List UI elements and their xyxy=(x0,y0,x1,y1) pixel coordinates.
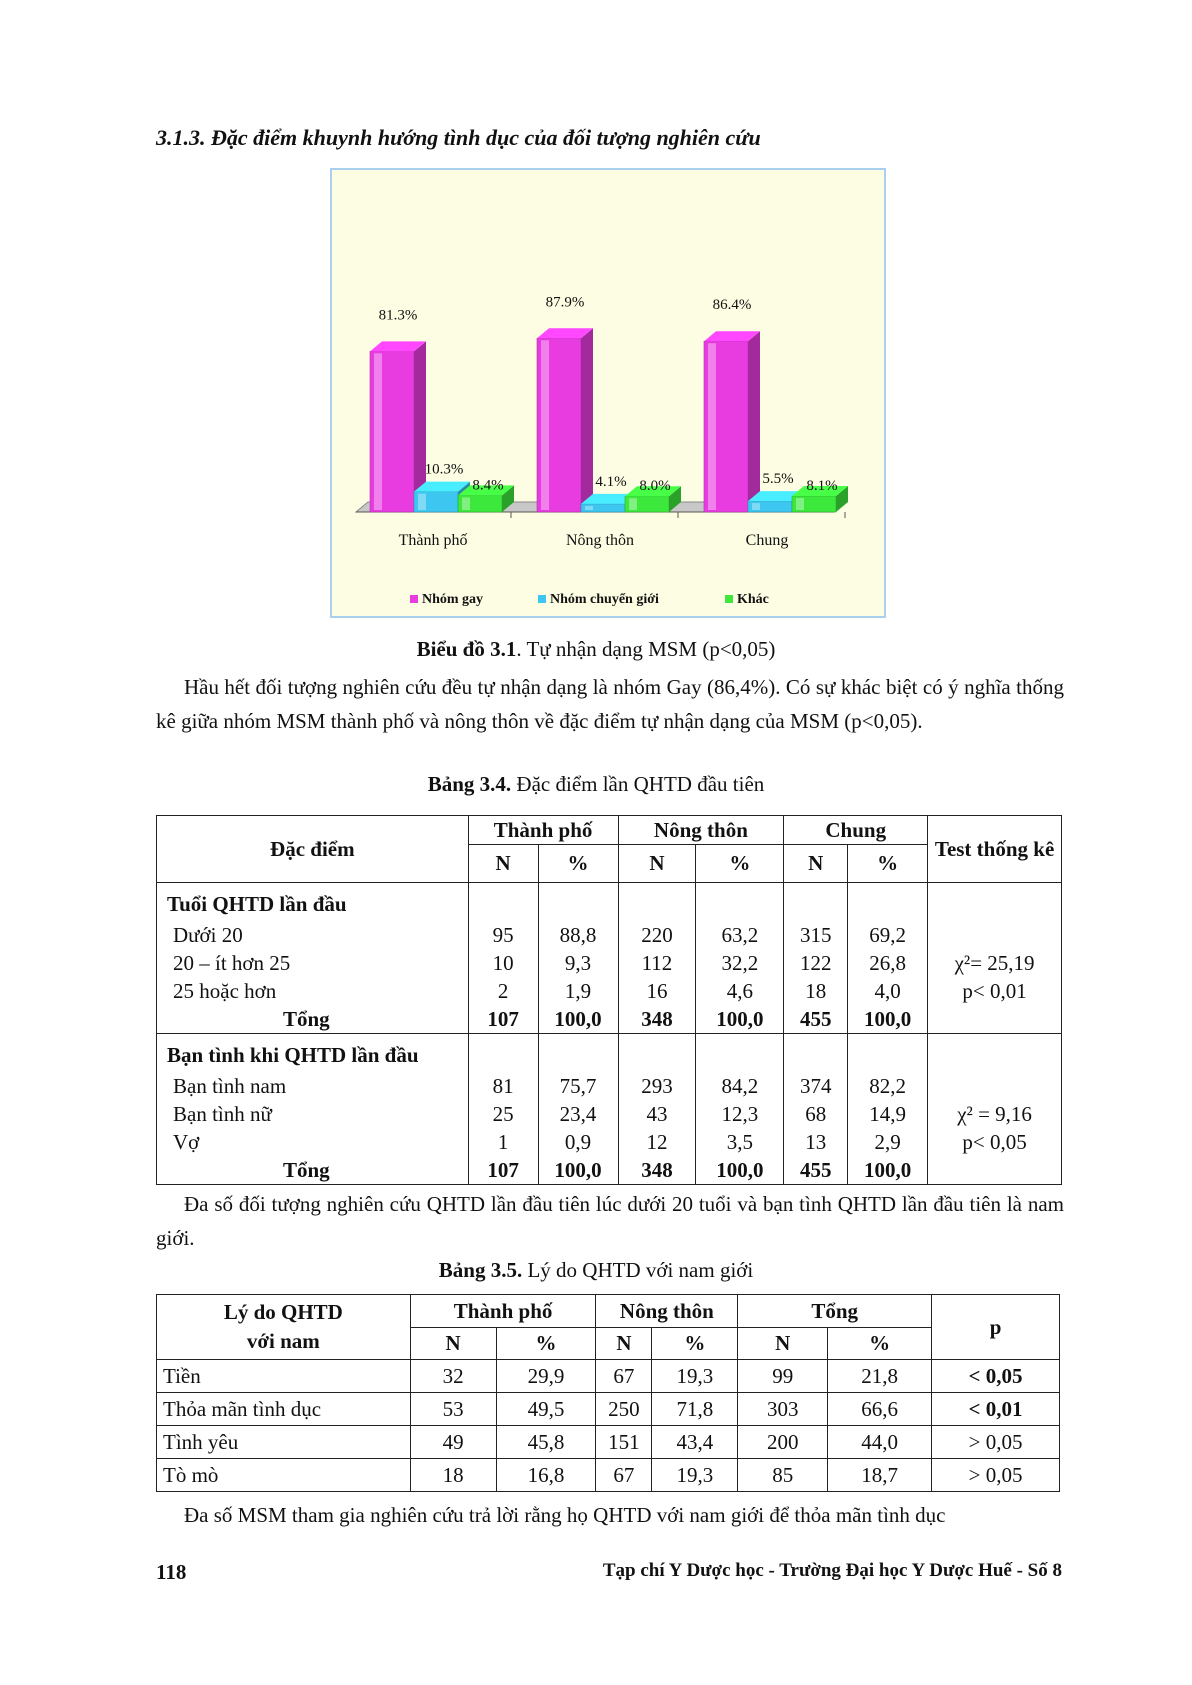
table-3-4-total-value: 107 xyxy=(487,1007,519,1031)
table-3-4-test-p: p< 0,05 xyxy=(962,1130,1027,1154)
table-3-4-total-label: Tổng xyxy=(283,1158,330,1182)
bar-highlight xyxy=(418,494,426,510)
table-3-4-head-n: N xyxy=(618,845,696,883)
data-label: 87.9% xyxy=(545,294,585,311)
table-3-4-value: 13 xyxy=(805,1130,827,1154)
table-3-4-group-title: Tuổi QHTD lần đầu xyxy=(167,892,347,916)
table-3-5-p-value: > 0,05 xyxy=(932,1426,1060,1459)
table-3-4-value-cell xyxy=(784,883,848,1034)
table-3-5-head-n: N xyxy=(738,1328,828,1360)
table-3-5-value: 18,7 xyxy=(828,1459,932,1492)
table-3-4-head-n: N xyxy=(784,845,848,883)
page-number: 118 xyxy=(156,1560,187,1584)
table-3-4 xyxy=(156,815,1062,1185)
table-3-5-head-n: N xyxy=(410,1328,496,1360)
table-3-4-value: 14,9 xyxy=(869,1102,907,1126)
table-3-4-caption-text: Đặc điểm lần QHTD đầu tiên xyxy=(511,772,765,796)
table-3-4-group-row xyxy=(157,1034,1062,1185)
table-3-5-row-label: Tình yêu xyxy=(157,1426,411,1459)
table-3-4-group-cell xyxy=(157,1034,469,1185)
table-3-5-value: 44,0 xyxy=(828,1426,932,1459)
table-3-4-value-cell xyxy=(468,883,538,1034)
table-3-5-value: 49 xyxy=(410,1426,496,1459)
table-3-4-total-value: 455 xyxy=(800,1158,832,1182)
table-3-4-value: 10 xyxy=(492,951,514,975)
table-3-4-value: 374 xyxy=(800,1074,832,1098)
x-tick-label: Chung xyxy=(745,532,789,549)
table-3-5-p-value: < 0,01 xyxy=(932,1393,1060,1426)
table-3-4-test-cell xyxy=(928,1034,1062,1185)
table-3-5-value: 250 xyxy=(596,1393,652,1426)
table-3-4-value: 75,7 xyxy=(559,1074,597,1098)
legend-swatch xyxy=(410,595,418,603)
table-3-4-head-pct: % xyxy=(848,845,928,883)
table-3-5-head-n: N xyxy=(596,1328,652,1360)
table-3-4-value: 12,3 xyxy=(721,1102,759,1126)
x-tick-label: Thành phố xyxy=(398,532,468,549)
table-3-5-value: 49,5 xyxy=(496,1393,596,1426)
table-3-4-head-feature: Đặc điểm xyxy=(157,816,469,883)
bar-highlight xyxy=(541,340,549,510)
table-3-5-caption-label: Bảng 3.5. xyxy=(438,1258,523,1282)
table-3-4-body xyxy=(157,883,1062,1185)
table-3-4-value: 32,2 xyxy=(721,951,759,975)
table-3-4-value: 220 xyxy=(641,923,673,947)
table-3-4-value: 3,5 xyxy=(726,1130,753,1154)
table-3-4-head-city: Thành phố xyxy=(468,816,618,845)
table-3-4-value: 68 xyxy=(805,1102,827,1126)
paragraph-1-text: Hầu hết đối tượng nghiên cứu đều tự nhận dạng là nhóm Gay (86,4%). Có sự khác biệt có ý nghĩa thống kê giữa nhóm MSM thành phố và nông thôn về đặc điểm tự nhận dạng của MSM (p<0,05). xyxy=(156,675,1064,733)
table-3-5-row xyxy=(157,1459,1060,1492)
table-3-4-value: 1,9 xyxy=(564,979,592,1003)
table-3-4-value: 81 xyxy=(492,1074,514,1098)
table-3-4-row-label: Bạn tình nam xyxy=(173,1074,287,1098)
table-3-4-head-n: N xyxy=(468,845,538,883)
bar-side xyxy=(581,328,593,512)
table-3-4-value-cell xyxy=(696,883,784,1034)
table-3-5-head-total: Tổng xyxy=(738,1295,932,1328)
table-3-5-value: 19,3 xyxy=(652,1459,738,1492)
bar-side xyxy=(748,331,760,512)
table-3-5-p-value: > 0,05 xyxy=(932,1459,1060,1492)
table-3-5-value: 29,9 xyxy=(496,1360,596,1393)
bar-highlight xyxy=(629,498,637,510)
bar-chart-svg xyxy=(332,170,884,616)
table-3-5-head-city: Thành phố xyxy=(410,1295,596,1328)
table-3-5-value: 85 xyxy=(738,1459,828,1492)
table-3-4-total-value: 348 xyxy=(641,1158,673,1182)
table-3-5-value: 66,6 xyxy=(828,1393,932,1426)
table-3-5-value: 67 xyxy=(596,1360,652,1393)
table-3-5-head-pct: % xyxy=(496,1328,596,1360)
table-3-4-value: 16 xyxy=(646,979,668,1003)
table-3-5-caption-text: Lý do QHTD với nam giới xyxy=(522,1258,754,1282)
legend-label: Khác xyxy=(737,592,769,607)
legend-swatch xyxy=(538,595,546,603)
table-3-4-value-cell xyxy=(618,1034,696,1185)
table-3-5-row xyxy=(157,1426,1060,1459)
table-3-4-value-cell xyxy=(784,1034,848,1185)
table-3-5-value: 18 xyxy=(410,1459,496,1492)
chart-caption xyxy=(0,637,1192,662)
table-3-4-value: 9,3 xyxy=(564,951,592,975)
table-3-5-head-reason-line1: Lý do QHTD xyxy=(223,1300,343,1324)
data-label: 10.3% xyxy=(424,461,464,478)
table-3-4-value: 12 xyxy=(646,1130,668,1154)
table-3-5-head-pct: % xyxy=(828,1328,932,1360)
table-3-5-value: 200 xyxy=(738,1426,828,1459)
table-3-4-value: 315 xyxy=(800,923,832,947)
table-3-4-head-test: Test thống kê xyxy=(928,816,1062,883)
table-3-4-head-rural: Nông thôn xyxy=(618,816,784,845)
table-3-4-value: 4,0 xyxy=(874,979,901,1003)
table-3-4-value: 4,6 xyxy=(726,979,753,1003)
table-3-4-value: 2 xyxy=(497,979,509,1003)
table-3-4-group-row xyxy=(157,883,1062,1034)
table-3-4-head-pct: % xyxy=(696,845,784,883)
paragraph-3-text: Đa số MSM tham gia nghiên cứu trả lời rằng họ QHTD với nam giới để thỏa mãn tình dục xyxy=(184,1503,946,1527)
chart-caption-text: . Tự nhận dạng MSM (p<0,05) xyxy=(516,637,776,661)
table-3-5-row-label: Tiền xyxy=(157,1360,411,1393)
table-3-4-group-title: Bạn tình khi QHTD lần đầu xyxy=(167,1043,419,1067)
table-3-4-total-value: 100,0 xyxy=(716,1158,764,1182)
data-label: 8.4% xyxy=(472,477,504,494)
table-3-4-value: 69,2 xyxy=(869,923,907,947)
table-3-5-value: 21,8 xyxy=(828,1360,932,1393)
table-3-5-value: 16,8 xyxy=(496,1459,596,1492)
bar-highlight xyxy=(796,498,804,510)
table-3-5-value: 71,8 xyxy=(652,1393,738,1426)
chart-3-1 xyxy=(330,168,886,618)
table-3-4-value: 122 xyxy=(800,951,832,975)
table-3-4-row-label: Vợ xyxy=(173,1130,200,1154)
table-3-4-value: 2,9 xyxy=(874,1130,901,1154)
data-label: 4.1% xyxy=(595,473,627,490)
table-3-5-row-label: Tò mò xyxy=(157,1459,411,1492)
table-3-4-value: 23,4 xyxy=(559,1102,597,1126)
table-3-4-value-cell xyxy=(468,1034,538,1185)
table-3-4-value: 82,2 xyxy=(869,1074,907,1098)
table-3-5-head-p: p xyxy=(932,1295,1060,1360)
legend-swatch xyxy=(725,595,733,603)
data-label: 81.3% xyxy=(378,307,418,324)
table-3-4-total-value: 455 xyxy=(800,1007,832,1031)
table-3-5-caption xyxy=(0,1258,1192,1283)
x-tick-label: Nông thôn xyxy=(566,532,634,549)
table-3-4-value-cell xyxy=(618,883,696,1034)
table-3-4-value: 1 xyxy=(497,1130,509,1154)
table-3-5-p-value: < 0,05 xyxy=(932,1360,1060,1393)
table-3-5-value: 43,4 xyxy=(652,1426,738,1459)
table-3-4-total-value: 100,0 xyxy=(864,1007,912,1031)
table-3-5-row xyxy=(157,1393,1060,1426)
table-3-5-value: 53 xyxy=(410,1393,496,1426)
table-3-5-value: 151 xyxy=(596,1426,652,1459)
table-3-5-value: 67 xyxy=(596,1459,652,1492)
table-3-5-value: 32 xyxy=(410,1360,496,1393)
table-3-5-row xyxy=(157,1360,1060,1393)
table-3-4-value-cell xyxy=(538,1034,618,1185)
table-3-4-value: 18 xyxy=(805,979,827,1003)
table-3-5-body xyxy=(157,1360,1060,1492)
table-3-4-value-cell xyxy=(538,883,618,1034)
table-3-4-row-label: Bạn tình nữ xyxy=(173,1102,272,1126)
table-3-4-value: 26,8 xyxy=(869,951,907,975)
chart-caption-label: Biểu đồ 3.1 xyxy=(416,637,517,661)
table-3-4-total-label: Tổng xyxy=(283,1007,330,1031)
table-3-4-head-all: Chung xyxy=(784,816,928,845)
bar-highlight xyxy=(708,343,716,510)
table-3-4-value: 293 xyxy=(641,1074,673,1098)
bar-highlight xyxy=(374,353,382,510)
table-3-5-value: 303 xyxy=(738,1393,828,1426)
data-label: 86.4% xyxy=(712,297,752,314)
table-3-4-caption-label: Bảng 3.4. xyxy=(427,772,512,796)
legend-label: Nhóm chuyển giới xyxy=(550,592,659,607)
table-3-4-total-value: 100,0 xyxy=(864,1158,912,1182)
table-3-4-test-cell xyxy=(928,883,1062,1034)
table-3-4-test-stat: χ²= 25,19 xyxy=(954,951,1035,975)
paragraph-2 xyxy=(156,1187,1064,1255)
table-3-4-head-pct: % xyxy=(538,845,618,883)
table-3-4-value-cell xyxy=(848,1034,928,1185)
data-label: 8.0% xyxy=(639,478,671,495)
table-3-4-value-cell xyxy=(848,883,928,1034)
table-3-4-total-value: 348 xyxy=(641,1007,673,1031)
table-3-5-row-label: Thỏa mãn tình dục xyxy=(157,1393,411,1426)
table-3-4-value: 84,2 xyxy=(721,1074,759,1098)
bar-highlight xyxy=(462,497,470,510)
table-3-4-total-value: 107 xyxy=(487,1158,519,1182)
bar-highlight xyxy=(585,506,593,510)
table-3-4-value: 95 xyxy=(492,923,514,947)
data-label: 5.5% xyxy=(762,471,794,488)
table-3-5 xyxy=(156,1294,1060,1492)
table-3-4-value: 63,2 xyxy=(721,923,759,947)
data-label: 8.1% xyxy=(806,477,838,494)
table-3-5-value: 45,8 xyxy=(496,1426,596,1459)
journal-name: Tạp chí Y Dược học - Trường Đại học Y Dược Huế - Số 8 xyxy=(602,1560,1062,1581)
table-3-5-head-pct: % xyxy=(652,1328,738,1360)
table-3-4-value: 88,8 xyxy=(559,923,597,947)
table-3-4-value-cell xyxy=(696,1034,784,1185)
table-3-4-value: 25 xyxy=(492,1102,514,1126)
table-3-5-value: 19,3 xyxy=(652,1360,738,1393)
table-3-5-value: 99 xyxy=(738,1360,828,1393)
table-3-5-head-reason xyxy=(157,1295,411,1360)
paragraph-3 xyxy=(156,1498,1064,1532)
table-3-4-row-label: 20 – ít hơn 25 xyxy=(173,951,291,975)
section-title: 3.1.3. Đặc điểm khuynh hướng tình dục của đối tượng nghiên cứu xyxy=(156,125,761,150)
paragraph-2-text: Đa số đối tượng nghiên cứu QHTD lần đầu tiên lúc dưới 20 tuổi và bạn tình QHTD lần đầu tiên là nam giới. xyxy=(156,1192,1064,1250)
table-3-5-head-rural: Nông thôn xyxy=(596,1295,738,1328)
table-3-5-head-reason-line2: với nam xyxy=(246,1329,320,1353)
table-3-4-total-value: 100,0 xyxy=(554,1158,602,1182)
table-3-4-test-stat: χ² = 9,16 xyxy=(957,1102,1032,1126)
table-3-4-value: 112 xyxy=(641,951,673,975)
table-3-4-value: 0,9 xyxy=(564,1130,592,1154)
paragraph-1 xyxy=(156,670,1064,738)
table-3-4-row-label: Dưới 20 xyxy=(173,923,243,947)
table-3-4-test-p: p< 0,01 xyxy=(962,979,1027,1003)
table-3-4-total-value: 100,0 xyxy=(554,1007,602,1031)
table-3-4-caption xyxy=(0,772,1192,797)
table-3-4-row-label: 25 hoặc hơn xyxy=(173,979,277,1003)
table-3-4-value: 43 xyxy=(646,1102,668,1126)
table-3-4-total-value: 100,0 xyxy=(716,1007,764,1031)
bar-highlight xyxy=(752,503,760,510)
legend-label: Nhóm gay xyxy=(422,592,484,607)
table-3-4-group-cell xyxy=(157,883,469,1034)
